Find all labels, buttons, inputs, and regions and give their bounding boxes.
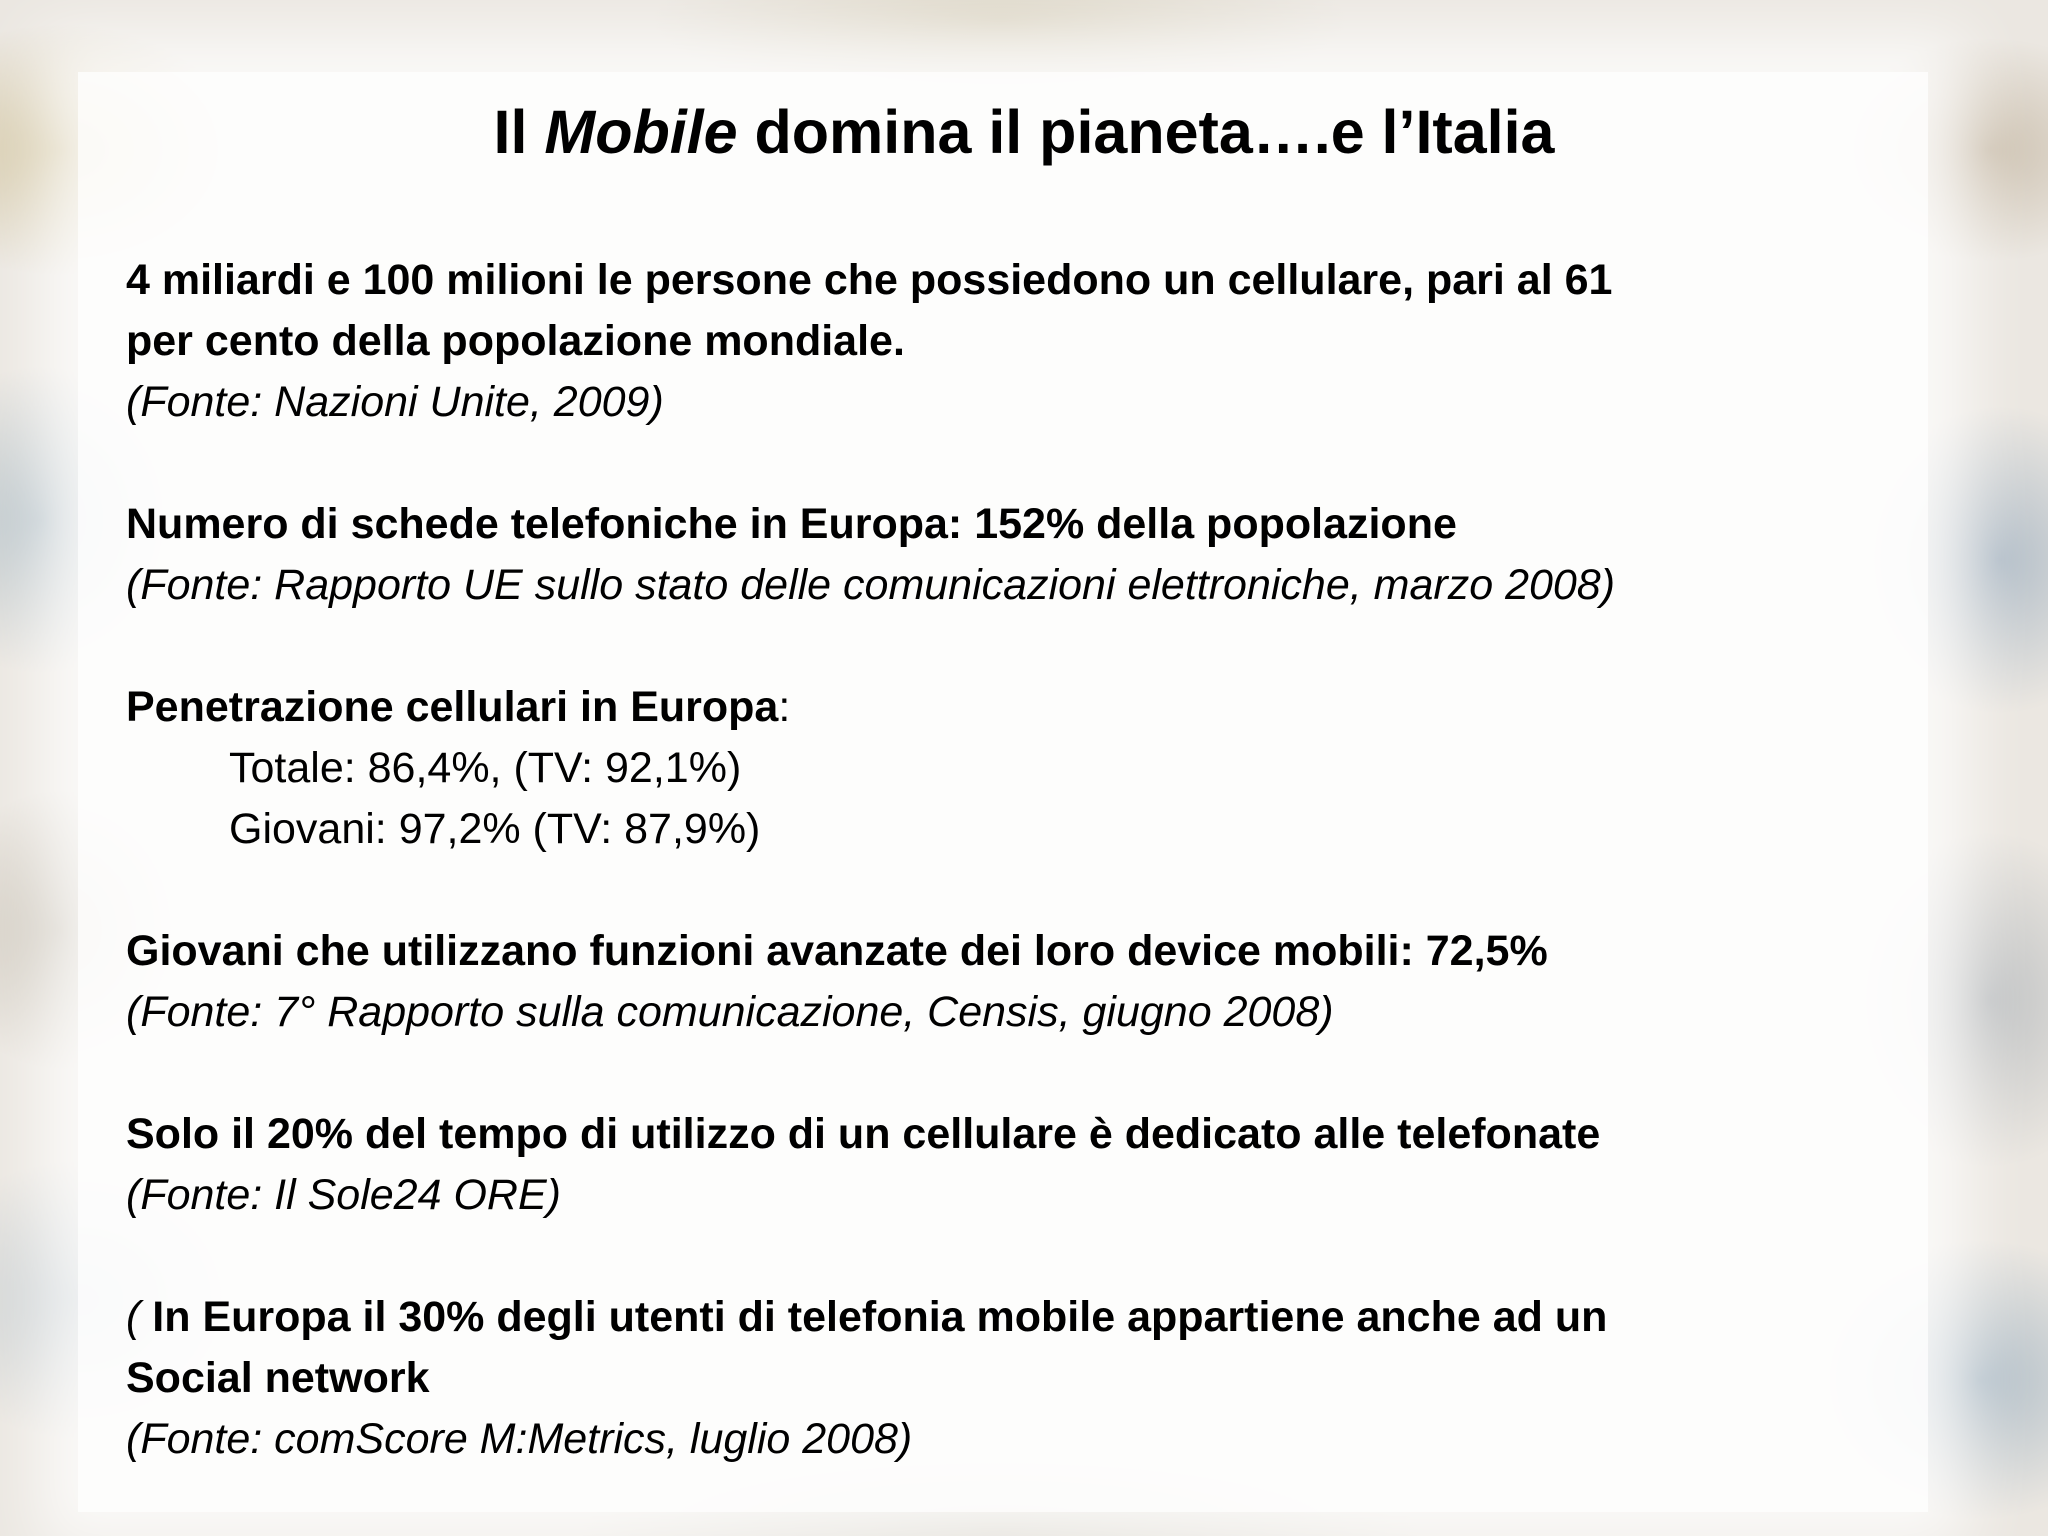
title-prefix: Il [493, 98, 545, 166]
stat-heading-line [126, 677, 1916, 738]
stat-line: Giovani che utilizzano funzioni avanzate dei loro device mobili: 72,5% [126, 927, 1548, 975]
title-emphasis: Mobile [544, 98, 738, 166]
stat-block-penetration [126, 677, 1916, 860]
stat-line [126, 1287, 1916, 1348]
title-suffix: domina il pianeta….e l’Italia [737, 98, 1555, 166]
stat-line: per cento della popolazione mondiale. [126, 317, 905, 365]
slide-title [0, 96, 2048, 168]
stat-block-sim-cards [126, 494, 1916, 616]
spacer [126, 860, 1916, 921]
stat-line: Social network [126, 1354, 430, 1402]
spacer [126, 1226, 1916, 1287]
stat-item: Totale: 86,4%, (TV: 92,1%) [229, 744, 742, 792]
slide-body [126, 250, 1916, 1470]
stat-block-social-network [126, 1287, 1916, 1470]
stat-block-advanced-functions [126, 921, 1916, 1043]
stat-block-call-time [126, 1104, 1916, 1226]
spacer [126, 616, 1916, 677]
stat-source: (Fonte: comScore M:Metrics, luglio 2008) [126, 1415, 913, 1463]
stat-block-world-mobile [126, 250, 1916, 433]
spacer [126, 1043, 1916, 1104]
stat-source: (Fonte: Nazioni Unite, 2009) [126, 378, 664, 426]
spacer [126, 433, 1916, 494]
stat-text: In Europa il 30% degli utenti di telefonia mobile appartiene anche ad un [152, 1293, 1608, 1341]
stat-line: 4 miliardi e 100 milioni le persone che possiedono un cellulare, pari al 61 [126, 256, 1613, 304]
stat-item: Giovani: 97,2% (TV: 87,9%) [229, 805, 761, 853]
open-paren: ( [126, 1293, 153, 1341]
stat-source: (Fonte: 7° Rapporto sulla comunicazione, Censis, giugno 2008) [126, 988, 1334, 1036]
stat-heading-colon: : [778, 683, 791, 731]
stat-line: Numero di schede telefoniche in Europa: 152% della popolazione [126, 500, 1457, 548]
stat-source: (Fonte: Il Sole24 ORE) [126, 1171, 561, 1219]
stat-heading: Penetrazione cellulari in Europa [126, 683, 779, 731]
stat-line: Solo il 20% del tempo di utilizzo di un cellulare è dedicato alle telefonate [126, 1110, 1601, 1158]
stat-source: (Fonte: Rapporto UE sullo stato delle comunicazioni elettroniche, marzo 2008) [126, 561, 1616, 609]
